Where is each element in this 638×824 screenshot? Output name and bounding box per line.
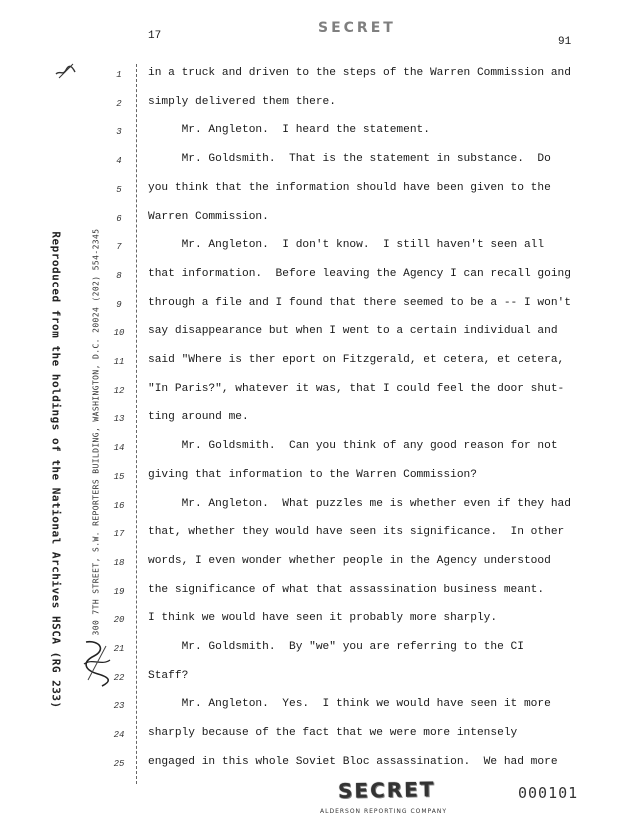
transcript-line: giving that information to the Warren Commission? xyxy=(148,468,477,481)
transcript-line: Warren Commission. xyxy=(148,210,269,223)
document-number: 000101 xyxy=(518,784,579,802)
transcript-line: in a truck and driven to the steps of the Warren Commission and xyxy=(148,67,571,79)
line-number: 3 xyxy=(116,127,122,138)
line-number: 5 xyxy=(116,184,122,195)
line-number: 15 xyxy=(113,471,125,482)
margin-rule xyxy=(136,64,137,784)
transcript-line: that, whether they would have seen its significance. In other xyxy=(148,526,565,539)
transcript-line: say disappearance but when I went to a certain individual and xyxy=(148,325,558,338)
transcript-line: engaged in this whole Soviet Bloc assassination. We had more xyxy=(148,755,558,768)
line-number: 23 xyxy=(113,701,125,712)
line-number: 14 xyxy=(113,443,125,454)
line-number: 8 xyxy=(116,270,122,281)
transcript-line: Mr. Angleton. I don't know. I still haven't seen all xyxy=(148,239,545,252)
transcript-line: sharply because of the fact that we were more intensely xyxy=(148,727,518,740)
transcript-line: I think we would have seen it probably more sharply. xyxy=(148,612,498,625)
classification-stamp-top: SECRET xyxy=(318,20,396,36)
reporter-address-text: 300 7TH STREET, S.W. REPORTERS BUILDING, WASHINGTON, D.C. 20024 (202) 554-2345 xyxy=(91,228,101,636)
transcript-line: ting around me. xyxy=(148,411,249,424)
transcript-line: that information. Before leaving the Agency I can recall going xyxy=(148,267,571,280)
transcript-line: said "Where is ther eport on Fitzgerald, et cetera, et cetera, xyxy=(148,354,565,366)
line-number: 1 xyxy=(116,70,122,80)
reporting-company: ALDERSON REPORTING COMPANY xyxy=(320,808,448,815)
transcript-line: Mr. Angleton. What puzzles me is whether even if they had xyxy=(148,497,571,510)
line-number: 11 xyxy=(113,357,125,367)
transcript-line: the significance of what that assassination business meant. xyxy=(148,583,545,596)
line-number: 20 xyxy=(113,615,125,626)
line-number: 18 xyxy=(113,557,125,568)
line-number: 13 xyxy=(113,414,125,425)
line-number: 21 xyxy=(113,644,125,654)
line-number: 10 xyxy=(113,328,125,339)
line-number: 4 xyxy=(116,156,122,167)
transcript-line: words, I even wonder whether people in the Agency understood xyxy=(148,554,551,567)
transcript-line: through a file and I found that there seemed to be a -- I won't xyxy=(148,296,571,309)
line-number: 16 xyxy=(113,500,125,511)
classification-stamp-bottom: SECRET xyxy=(337,777,436,803)
transcript-line: Mr. Goldsmith. By "we" you are referring to the CI xyxy=(148,641,524,653)
page-number-right: 91 xyxy=(558,36,572,48)
transcript-line: Mr. Goldsmith. That is the statement in substance. Do xyxy=(148,153,551,166)
line-number: 6 xyxy=(116,213,122,224)
transcript-line: Mr. Goldsmith. Can you think of any good reason for not xyxy=(148,440,558,453)
page-number-left: 17 xyxy=(148,30,162,42)
transcript-line: Mr. Angleton. I heard the statement. xyxy=(148,124,430,137)
handwritten-mark-icon xyxy=(54,60,78,84)
line-number: 12 xyxy=(113,385,125,396)
line-number: 9 xyxy=(116,299,122,310)
line-number: 19 xyxy=(113,586,125,597)
archive-caption-text: Reproduced from the holdings of the National Archives HSCA (RG 233) xyxy=(49,231,63,709)
transcript-line: Staff? xyxy=(148,669,189,682)
line-number: 25 xyxy=(113,758,125,769)
transcript-line: simply delivered them there. xyxy=(148,95,336,108)
line-number: 24 xyxy=(113,730,125,741)
line-number: 2 xyxy=(116,98,122,109)
transcript-line: Mr. Angleton. Yes. I think we would have seen it more xyxy=(148,698,551,711)
line-number: 7 xyxy=(116,242,122,253)
line-number: 22 xyxy=(113,672,125,683)
transcript-line: "In Paris?", whatever it was, that I could feel the door shut- xyxy=(148,382,565,395)
transcript-line: you think that the information should have been given to the xyxy=(148,181,551,194)
line-number: 17 xyxy=(113,529,125,540)
